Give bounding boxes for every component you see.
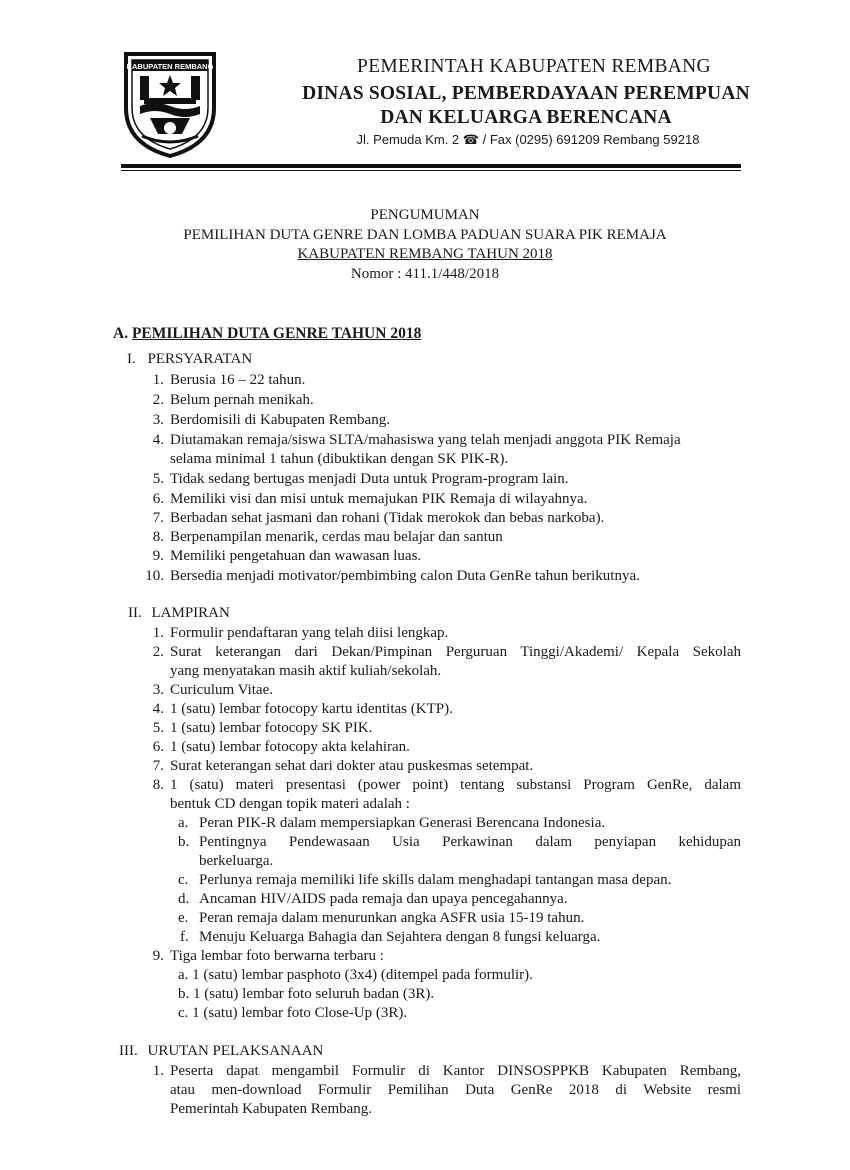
department-address — [260, 130, 796, 150]
list-item-number: 4. — [152, 701, 164, 717]
list-item-number: 5. — [152, 471, 164, 487]
government-name: PEMERINTAH KABUPATEN REMBANG — [357, 56, 711, 77]
sub-item-letter: c. — [178, 1005, 189, 1021]
list-item-continuation: selama minimal 1 tahun (dibuktikan dengan SK PIK-R). — [170, 451, 509, 467]
sub-item — [178, 1004, 407, 1023]
list-item-number: 9. — [152, 548, 164, 564]
list-item: Tiga lembar foto berwarna terbaru : — [170, 948, 384, 964]
department-name-line1: DINAS SOSIAL, PEMBERDAYAAN PEREMPUAN — [302, 83, 750, 104]
list-item-number: 8. — [152, 777, 164, 793]
part-2-label: II. — [128, 605, 142, 621]
list-item-continuation: yang menyatakan masih aktif kuliah/sekolah. — [170, 663, 442, 679]
sub-item: Perlunya remaja memiliki life skills dalam menghadapi tantangan masa depan. — [199, 872, 672, 888]
list-item: Curiculum Vitae. — [170, 682, 273, 698]
sub-item: Peran remaja dalam menurunkan angka ASFR usia 15-19 tahun. — [199, 910, 585, 926]
list-item-number: 3. — [152, 682, 164, 698]
part-2-heading — [128, 604, 230, 623]
list-item: 1 (satu) lembar fotocopy akta kelahiran. — [170, 739, 410, 755]
list-item: Bersedia menjadi motivator/pembimbing calon Duta GenRe tahun berikutnya. — [170, 568, 640, 584]
list-item: 1 (satu) lembar fotocopy kartu identitas (KTP). — [170, 701, 453, 717]
list-item-number: 8. — [152, 529, 164, 545]
list-item: Memiliki pengetahuan dan wawasan luas. — [170, 548, 422, 564]
list-item: Berdomisili di Kabupaten Rembang. — [170, 412, 390, 428]
sub-item-letter: c. — [178, 872, 189, 888]
sub-item: Pentingnya Pendewasaan Usia Perkawinan dalam penyiapan kehidupan — [199, 834, 741, 850]
part-2-title: LAMPIRAN — [151, 605, 230, 621]
letterhead-thick-rule — [121, 164, 741, 168]
sub-item-letter: a. — [178, 967, 189, 983]
department-name-line2: DAN KELUARGA BERENCANA — [380, 107, 672, 128]
sub-item-letter: e. — [178, 910, 189, 926]
list-item-number: 7. — [152, 510, 164, 526]
list-item: Formulir pendaftaran yang telah diisi lengkap. — [170, 625, 449, 641]
list-item: 1 (satu) materi presentasi (power point) tentang substansi Program GenRe, dalam — [170, 777, 741, 793]
list-item: Tidak sedang bertugas menjadi Duta untuk Program-program lain. — [170, 471, 569, 487]
regency-coat-of-arms-logo — [120, 48, 220, 160]
list-item: Memiliki visi dan misi untuk memajukan PIK Remaja di wilayahnya. — [170, 491, 588, 507]
announcement-label: PENGUMUMAN — [370, 207, 480, 223]
sub-item-letter: b. — [178, 834, 190, 850]
list-item: Berpenampilan menarik, cerdas mau belajar dan santun — [170, 529, 503, 545]
list-item-number: 9. — [152, 948, 164, 964]
sub-item: Peran PIK-R dalam mempersiapkan Generasi Berencana Indonesia. — [199, 815, 606, 831]
list-item-continuation: bentuk CD dengan topik materi adalah : — [170, 796, 410, 812]
section-a-label: A. — [113, 325, 129, 342]
sub-item — [178, 985, 434, 1004]
address-fax: / Fax (0295) 691209 Rembang 59218 — [482, 132, 700, 147]
list-item-number: 1. — [152, 372, 164, 388]
list-item-number: 2. — [152, 644, 164, 660]
part-3-heading — [119, 1042, 323, 1061]
list-item-continuation: atau men-download Formulir Pemilihan Duta GenRe 2018 di Website resmi — [170, 1082, 741, 1098]
part-1-heading — [127, 350, 252, 369]
sub-item: Ancaman HIV/AIDS pada remaja dan upaya pencegahannya. — [199, 891, 568, 907]
list-item-continuation: Pemerintah Kabupaten Rembang. — [170, 1101, 373, 1117]
list-item-number: 7. — [152, 758, 164, 774]
logo-text: KABUPATEN REMBANG — [126, 62, 214, 71]
part-3-label: III. — [119, 1043, 138, 1059]
list-item: 1 (satu) lembar fotocopy SK PIK. — [170, 720, 373, 736]
list-item-number: 10. — [145, 568, 164, 584]
part-1-label: I. — [127, 351, 136, 367]
list-item-number: 3. — [152, 412, 164, 428]
announcement-subject: PEMILIHAN DUTA GENRE DAN LOMBA PADUAN SUARA PIK REMAJA — [183, 226, 667, 243]
announcement-heading — [0, 206, 850, 284]
list-item: Belum pernah menikah. — [170, 392, 314, 408]
section-a-heading — [113, 324, 421, 343]
address-street: Jl. Pemuda Km. 2 — [356, 132, 460, 147]
letterhead — [236, 52, 796, 150]
sub-item-text: 1 (satu) lembar foto seluruh badan (3R). — [193, 986, 435, 1002]
list-item: Surat keterangan dari Dekan/Pimpinan Perguruan Tinggi/Akademi/ Kepala Sekolah — [170, 644, 741, 660]
sub-item-letter: d. — [178, 891, 190, 907]
list-item-number: 1. — [152, 1063, 164, 1079]
part-3-title: URUTAN PELAKSANAAN — [147, 1043, 324, 1059]
announcement-number: Nomor : 411.1/448/2018 — [350, 265, 500, 282]
sub-item: Menuju Keluarga Bahagia dan Sejahtera dengan 8 fungsi keluarga. — [199, 929, 601, 945]
announcement-scope: KABUPATEN REMBANG TAHUN 2018 — [297, 246, 553, 262]
sub-item-letter: f. — [180, 929, 189, 945]
part-1-title: PERSYARATAN — [147, 351, 253, 367]
telephone-icon: ☎ — [462, 132, 479, 147]
list-item-number: 5. — [152, 720, 164, 736]
list-item-number: 6. — [152, 739, 164, 755]
list-item: Berusia 16 – 22 tahun. — [170, 372, 306, 388]
sub-item-letter: b. — [178, 986, 190, 1002]
sub-item-letter: a. — [178, 815, 189, 831]
sub-item-text: 1 (satu) lembar pasphoto (3x4) (ditempel pada formulir). — [192, 967, 533, 983]
list-item-number: 4. — [152, 432, 164, 448]
section-a-title: PEMILIHAN DUTA GENRE TAHUN 2018 — [131, 325, 422, 342]
sub-item-text: 1 (satu) lembar foto Close-Up (3R). — [192, 1005, 408, 1021]
list-item: Berbadan sehat jasmani dan rohani (Tidak merokok dan bebas narkoba). — [170, 510, 605, 526]
list-item: Diutamakan remaja/siswa SLTA/mahasiswa yang telah menjadi anggota PIK Remaja — [170, 432, 681, 448]
sub-item-continuation: berkeluarga. — [199, 853, 274, 869]
letterhead-thin-rule — [121, 170, 741, 171]
list-item-number: 1. — [152, 625, 164, 641]
list-item-number: 2. — [152, 392, 164, 408]
list-item: Peserta dapat mengambil Formulir di Kantor DINSOSPPKB Kabupaten Rembang, — [170, 1063, 741, 1079]
list-item: Surat keterangan sehat dari dokter atau puskesmas setempat. — [170, 758, 534, 774]
list-item-number: 6. — [152, 491, 164, 507]
sub-item — [178, 966, 533, 985]
